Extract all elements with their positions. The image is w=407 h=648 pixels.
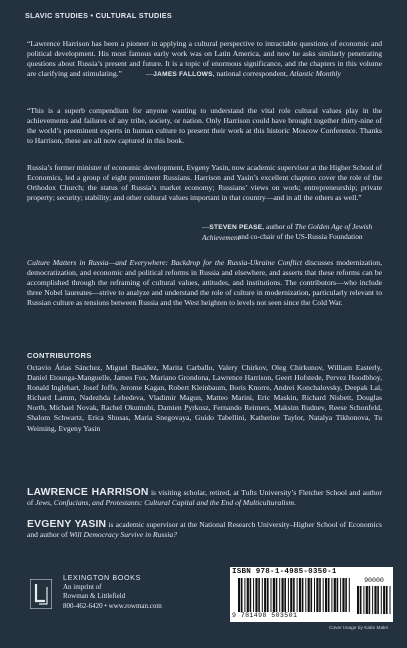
- barcode-bar: [381, 586, 382, 614]
- publisher-imprint: An imprint of: [63, 582, 102, 591]
- barcode-bar: [311, 578, 313, 612]
- barcode-bar: [297, 578, 298, 612]
- barcode-bar: [267, 578, 269, 612]
- barcode-bar: [244, 578, 245, 612]
- bio-harrison-book: Jews, Confucians, and Protestants: Cultural Capital and the End of Multiculturalism: [35, 498, 294, 508]
- barcode-bar: [334, 578, 336, 612]
- blurb-fallows-name: JAMES FALLOWS: [153, 71, 213, 79]
- barcode-bar: [340, 578, 341, 612]
- blurb-pease-role: , author of: [262, 222, 295, 231]
- contributors-list: Octavio Árias Sánchez, Miguel Basáñez, Marita Carballo, Valery Chirkov, Oleg Chirkunov, William Easterly, Daniel Etounga-Manguelle, James Fox, Mariano Grondona, Lawrence Harrison, Geert Hofstede, Pervez Hoodbhoy, Ronald Inglehart, Josef Joffe, Jerome Kagan, Robert Kleinbaum, Boris Knorre, Andrei Konchalovsky, Deepak Lal, Richard Lamm, Nadezhda Lebedeva, Vladimir Magun, Matteo Marini, Eric Maskin, Richard Nisbett, Douglas North, Michael Novak, Rachel Okumubi, Damien Pyrkosz, Fernando Reimers, Maksim Rudnev, Reese Schonfeld, Shalom Schwartz, Erica Shusas, Maria Snegovaya, Guido Tabellini, Katherine Taylor, Natalya Tikhonova, Tu Weiming, Evgeny Yasin: [27, 363, 382, 433]
- barcode-bar: [247, 578, 249, 612]
- blurb-fallows-role: , national correspondent,: [212, 69, 290, 79]
- barcode-bar: [314, 578, 315, 612]
- barcode-bar: [342, 578, 344, 612]
- barcode-bar: [377, 586, 379, 614]
- contributors-heading: CONTRIBUTORS: [27, 351, 92, 360]
- barcode-bar: [372, 586, 373, 614]
- barcode-bar: [328, 578, 330, 612]
- ean-digits: 9 781498 503501: [232, 612, 298, 619]
- barcode-bar: [284, 578, 286, 612]
- barcode-bar: [273, 578, 275, 612]
- book-description-text: discusses modernization, democratization, and economic and political reforms in Russia and elsewhere, and asserts that these reforms can be accomplished through the reframing of cultural values, attitudes, and institutions. The contributors—who include three Nobel laureates—strive to analyze and understand the role of culture in modernization, particularly relevant to Russian culture as tensions between Russia and the West heighten to levels not seen since the Cold War.: [27, 258, 382, 308]
- publisher-text: [63, 573, 162, 611]
- barcode-bar: [357, 586, 359, 614]
- blurb-pease-name: STEVEN PEASE: [209, 224, 263, 231]
- lexington-books-logo-icon: [30, 579, 52, 609]
- barcode-bar: [241, 578, 243, 612]
- blurb-pease-paragraph-2: Russia’s former minister of economic development, Evgeny Yasin, now academic supervisor at the Higher School of Economics, led a group of eight prominent Russians. Harrison and Yasin’s excellent chapters cover the role of the Orthodox Church; the status of Russia’s market economy; Russians’ views on work; entrepreneurship; private property; security; stability; and other cultural values important in that country—and in all the others as well.”: [27, 163, 382, 203]
- blurb-pease-role-2: and co-chair of the US-Russia Foundation: [238, 232, 363, 241]
- bio-harrison-text: is visiting scholar, retired, at Tufts University’s Fletcher School and author of: [27, 488, 382, 508]
- bio-harrison-name: LAWRENCE HARRISON: [27, 487, 149, 498]
- bio-yasin: [27, 520, 382, 540]
- barcode-bar: [386, 586, 388, 614]
- bio-yasin-book: Will Democracy Survive in Russia?: [69, 530, 177, 540]
- bio-harrison-end: .: [293, 498, 296, 508]
- barcode-bar: [293, 578, 295, 612]
- barcode-bar: [262, 578, 263, 612]
- barcode-bar: [258, 578, 260, 612]
- barcode-bar: [282, 578, 284, 612]
- barcode-bar: [360, 586, 362, 614]
- publisher-name: LEXINGTON BOOKS: [63, 573, 141, 582]
- barcode-bar: [299, 578, 301, 612]
- publisher-block: [27, 573, 177, 617]
- barcode-bar: [323, 578, 324, 612]
- barcode-bar: [363, 586, 364, 614]
- barcode-bar: [345, 578, 347, 612]
- barcode-bar: [316, 578, 318, 612]
- barcode-bar: [250, 578, 252, 612]
- barcode-bar: [337, 578, 339, 612]
- blurb-fallows: [27, 39, 382, 80]
- series-label: SLAVIC STUDIES • CULTURAL STUDIES: [25, 11, 172, 20]
- barcode-bar: [302, 578, 304, 612]
- blurb-pease-book: The Golden Age of Jewish Achievement: [202, 222, 373, 242]
- bio-yasin-text: is academic supervisor at the National Research University–Higher School of Economics and author of: [27, 520, 382, 540]
- barcode-bar: [383, 586, 385, 614]
- ean-barcode-bars: [238, 578, 350, 612]
- barcode-bar: [264, 578, 266, 612]
- barcode-bar: [279, 578, 280, 612]
- barcode-bar: [288, 578, 289, 612]
- bio-harrison: [27, 488, 382, 508]
- barcode-bar: [308, 578, 310, 612]
- barcode-bar: [369, 586, 371, 614]
- barcode-bar: [253, 578, 254, 612]
- book-title: Culture Matters in Russia—and Everywhere: Backdrop for the Russia-Ukraine Conflict: [27, 258, 303, 267]
- blurb-pease-dash: —: [202, 222, 210, 231]
- barcode-bar: [305, 578, 306, 612]
- blurb-pease-paragraph-1: “This is a superb compendium for anyone wanting to understand the vital role cultural values play in the achievements and failures of any tribe, society, or nation. Only Harrison could have brought together thirty-nine of the world’s preeminent experts in human culture to present their work at this historic Moscow Conference. Thanks to Harrison, these are all now captured in this book.: [27, 106, 382, 146]
- barcode-bar: [271, 578, 272, 612]
- publisher-contact: 800-462-6420 • www.rowman.com: [63, 601, 162, 610]
- addon-digits: 90000: [364, 577, 384, 584]
- isbn-barcode: [230, 567, 393, 622]
- barcode-bar: [238, 578, 240, 612]
- blurb-fallows-dash: —: [145, 69, 154, 79]
- book-description: [27, 258, 382, 308]
- barcode-bar: [366, 586, 368, 614]
- barcode-bar: [390, 586, 391, 614]
- bio-yasin-name: EVGENY YASIN: [27, 519, 107, 530]
- blurb-fallows-publication: Atlantic Monthly: [289, 69, 341, 79]
- addon-barcode-bars: [357, 586, 391, 614]
- publisher-parent: Rowman & Littlefield: [63, 592, 126, 601]
- barcode-bar: [325, 578, 327, 612]
- barcode-bar: [349, 578, 350, 612]
- isbn-number: ISBN 978-1-4985-0350-1: [232, 568, 337, 576]
- barcode-bar: [319, 578, 321, 612]
- barcode-bar: [331, 578, 332, 612]
- blurb-fallows-text: “Lawrence Harrison has been a pioneer in applying a cultural perspective to intractable questions of economic and political development. His most famous early work was on Latin America, and now he asks similarly penetrating questions about Russia’s present and future. It is a topic of enormous significance, and the chapters in this volume are clarifying and stimulating.”: [27, 39, 382, 79]
- cover-image-credit: Cover Image by Katie Makri: [329, 626, 389, 631]
- barcode-bar: [290, 578, 292, 612]
- barcode-bar: [276, 578, 278, 612]
- barcode-bar: [374, 586, 376, 614]
- barcode-bar: [255, 578, 257, 612]
